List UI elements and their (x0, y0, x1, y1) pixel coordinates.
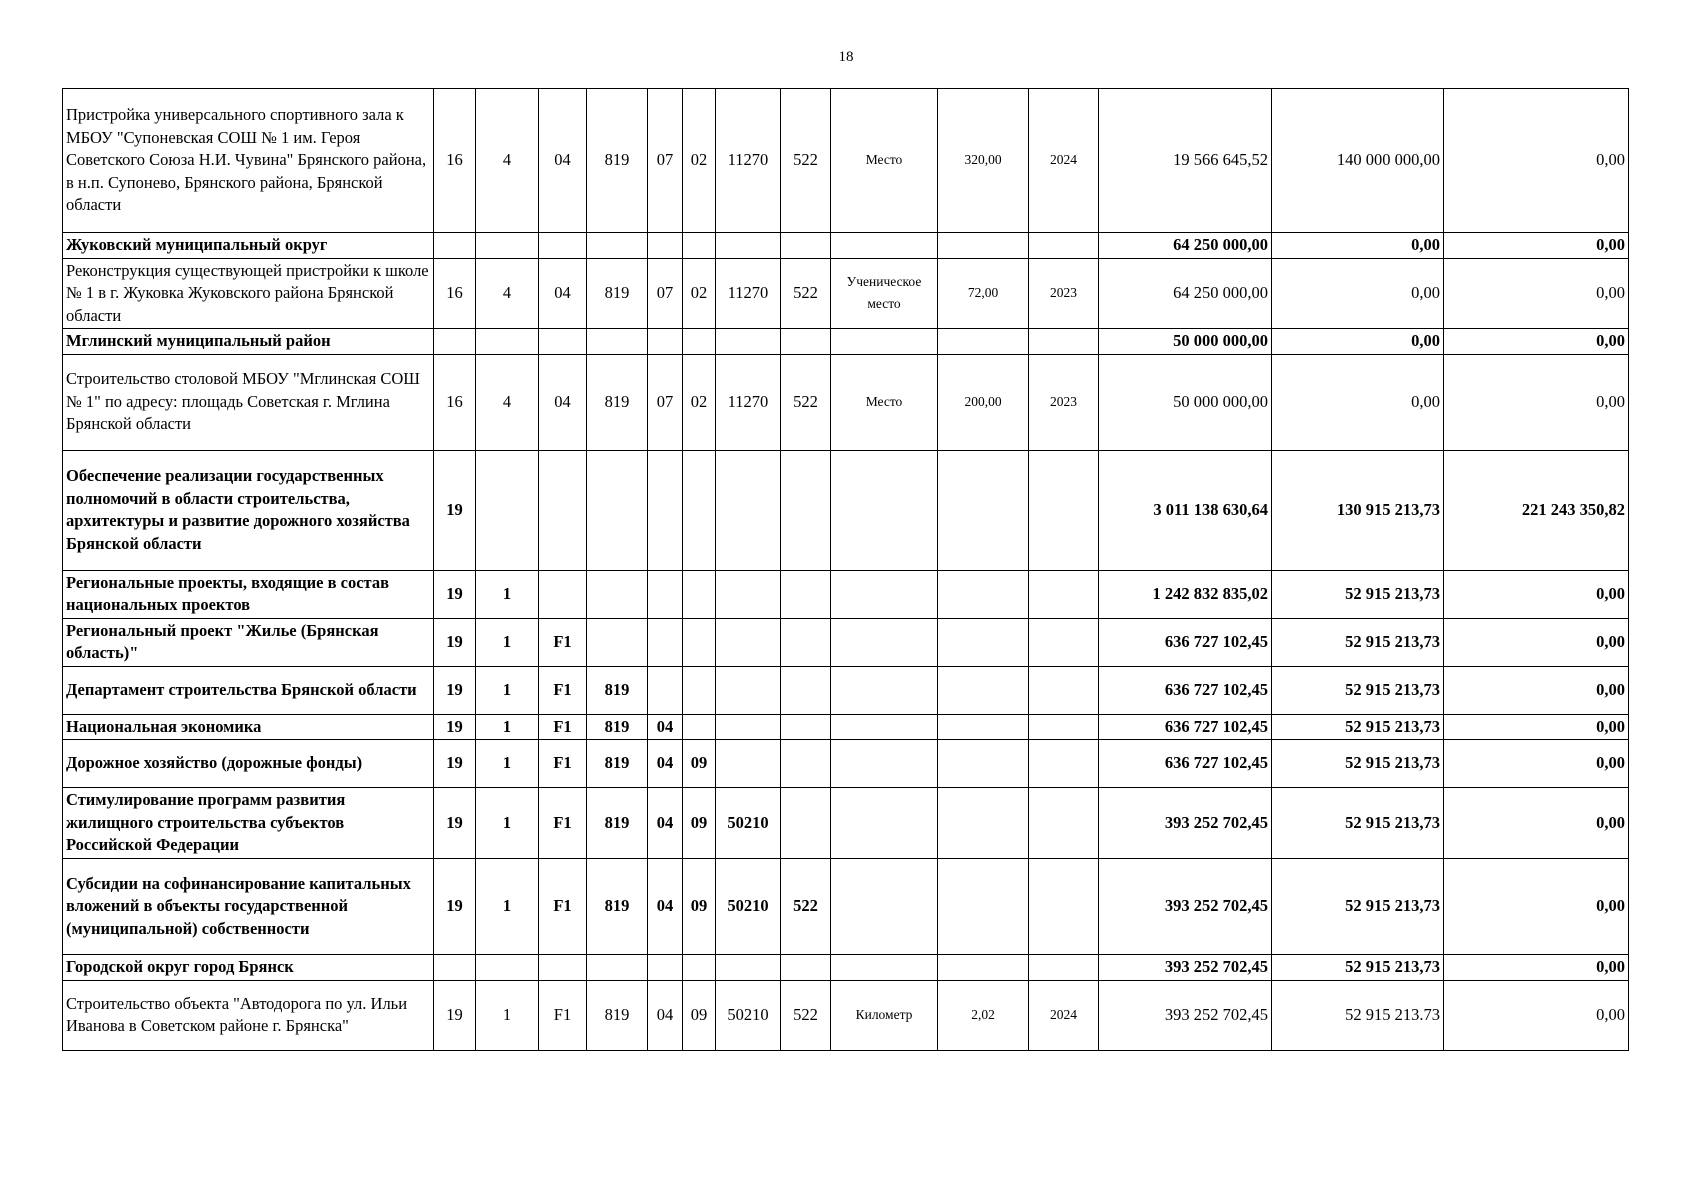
cell-event-code: F1 (539, 740, 587, 788)
cell-capacity: 320,00 (938, 89, 1029, 233)
cell-gr-code: 819 (587, 89, 648, 233)
cell-program-code (434, 233, 476, 259)
cell-rz-code (648, 570, 683, 618)
cell-sum-1: 19 566 645,52 (1099, 89, 1272, 233)
table-row (63, 859, 1629, 955)
cell-pr-code: 02 (683, 258, 716, 329)
cell-cs-code (716, 570, 781, 618)
cell-event-code: 04 (539, 354, 587, 450)
cell-cs-code (716, 955, 781, 981)
cell-vr-code (781, 788, 831, 859)
cell-vr-code (781, 329, 831, 355)
table-row (63, 740, 1629, 788)
table-row (63, 980, 1629, 1050)
cell-year: 2023 (1029, 354, 1099, 450)
cell-event-code (539, 450, 587, 570)
cell-sum-3: 0,00 (1444, 329, 1629, 355)
cell-event-code: 04 (539, 89, 587, 233)
cell-rz-code: 07 (648, 354, 683, 450)
cell-capacity (938, 450, 1029, 570)
cell-pr-code (683, 233, 716, 259)
cell-rz-code: 04 (648, 859, 683, 955)
cell-sum-3: 0,00 (1444, 955, 1629, 981)
cell-pr-code (683, 329, 716, 355)
cell-event-code (539, 329, 587, 355)
cell-capacity: 2,02 (938, 980, 1029, 1050)
cell-event-code (539, 570, 587, 618)
cell-name: Городской округ город Брянск (63, 955, 434, 981)
cell-sum-3: 0,00 (1444, 740, 1629, 788)
cell-subprogram-code (476, 450, 539, 570)
cell-rz-code (648, 233, 683, 259)
table-body (63, 89, 1629, 1051)
cell-sum-1: 636 727 102,45 (1099, 714, 1272, 740)
cell-program-code: 16 (434, 354, 476, 450)
cell-vr-code (781, 618, 831, 666)
cell-subprogram-code: 4 (476, 258, 539, 329)
cell-pr-code (683, 450, 716, 570)
cell-unit (831, 329, 938, 355)
cell-year: 2024 (1029, 980, 1099, 1050)
cell-sum-1: 393 252 702,45 (1099, 859, 1272, 955)
cell-program-code: 19 (434, 570, 476, 618)
cell-rz-code: 04 (648, 714, 683, 740)
cell-rz-code (648, 329, 683, 355)
cell-cs-code (716, 714, 781, 740)
cell-capacity (938, 329, 1029, 355)
cell-program-code (434, 955, 476, 981)
cell-cs-code: 11270 (716, 258, 781, 329)
cell-sum-3: 0,00 (1444, 89, 1629, 233)
cell-sum-1: 636 727 102,45 (1099, 666, 1272, 714)
cell-sum-3: 0,00 (1444, 714, 1629, 740)
cell-event-code: F1 (539, 666, 587, 714)
cell-sum-1: 636 727 102,45 (1099, 618, 1272, 666)
cell-event-code: F1 (539, 714, 587, 740)
cell-capacity (938, 233, 1029, 259)
cell-year (1029, 740, 1099, 788)
cell-program-code: 19 (434, 859, 476, 955)
cell-sum-1: 393 252 702,45 (1099, 788, 1272, 859)
cell-sum-2: 0,00 (1272, 258, 1444, 329)
cell-sum-1: 50 000 000,00 (1099, 354, 1272, 450)
cell-name: Реконструкция существующей пристройки к школе № 1 в г. Жуковка Жуковского района Брянской области (63, 258, 434, 329)
cell-name: Обеспечение реализации государственных полномочий в области строительства, архитектуры и развитие дорожного хозяйства Брянской области (63, 450, 434, 570)
cell-subprogram-code (476, 329, 539, 355)
cell-vr-code (781, 570, 831, 618)
table-row (63, 788, 1629, 859)
cell-subprogram-code: 1 (476, 859, 539, 955)
cell-unit: Место (831, 354, 938, 450)
cell-sum-3: 0,00 (1444, 618, 1629, 666)
cell-pr-code: 09 (683, 740, 716, 788)
cell-capacity (938, 666, 1029, 714)
cell-sum-1: 50 000 000,00 (1099, 329, 1272, 355)
cell-gr-code (587, 450, 648, 570)
cell-gr-code: 819 (587, 666, 648, 714)
cell-vr-code: 522 (781, 980, 831, 1050)
cell-name: Дорожное хозяйство (дорожные фонды) (63, 740, 434, 788)
cell-sum-2: 52 915 213,73 (1272, 570, 1444, 618)
cell-capacity: 200,00 (938, 354, 1029, 450)
cell-event-code: F1 (539, 618, 587, 666)
cell-event-code (539, 233, 587, 259)
cell-name: Стимулирование программ развития жилищного строительства субъектов Российской Федерации (63, 788, 434, 859)
cell-cs-code: 50210 (716, 980, 781, 1050)
cell-sum-1: 393 252 702,45 (1099, 980, 1272, 1050)
cell-name: Региональный проект "Жилье (Брянская область)" (63, 618, 434, 666)
cell-unit (831, 570, 938, 618)
cell-vr-code (781, 450, 831, 570)
cell-cs-code (716, 450, 781, 570)
cell-cs-code: 50210 (716, 788, 781, 859)
cell-sum-1: 636 727 102,45 (1099, 740, 1272, 788)
cell-cs-code (716, 618, 781, 666)
cell-sum-3: 221 243 350,82 (1444, 450, 1629, 570)
cell-sum-2: 0,00 (1272, 354, 1444, 450)
cell-capacity (938, 570, 1029, 618)
cell-sum-2: 0,00 (1272, 233, 1444, 259)
table-row (63, 618, 1629, 666)
cell-name: Пристройка универсального спортивного зала к МБОУ "Супоневская СОШ № 1 им. Героя Советского Союза Н.И. Чувина" Брянского района, в н.п. Супонево, Брянского района, Брянской области (63, 89, 434, 233)
cell-vr-code: 522 (781, 354, 831, 450)
cell-program-code: 19 (434, 788, 476, 859)
cell-year (1029, 859, 1099, 955)
cell-sum-3: 0,00 (1444, 570, 1629, 618)
cell-unit (831, 618, 938, 666)
cell-sum-2: 52 915 213,73 (1272, 618, 1444, 666)
cell-year: 2024 (1029, 89, 1099, 233)
cell-name: Департамент строительства Брянской области (63, 666, 434, 714)
cell-capacity (938, 788, 1029, 859)
table-row (63, 714, 1629, 740)
cell-subprogram-code: 1 (476, 980, 539, 1050)
cell-sum-1: 3 011 138 630,64 (1099, 450, 1272, 570)
cell-subprogram-code: 4 (476, 89, 539, 233)
cell-year (1029, 618, 1099, 666)
cell-cs-code: 11270 (716, 89, 781, 233)
cell-sum-2: 130 915 213,73 (1272, 450, 1444, 570)
cell-sum-1: 393 252 702,45 (1099, 955, 1272, 981)
cell-sum-3: 0,00 (1444, 258, 1629, 329)
cell-vr-code (781, 666, 831, 714)
cell-sum-3: 0,00 (1444, 354, 1629, 450)
cell-rz-code (648, 955, 683, 981)
cell-vr-code (781, 955, 831, 981)
budget-table (62, 88, 1629, 1051)
cell-gr-code: 819 (587, 714, 648, 740)
cell-program-code: 19 (434, 450, 476, 570)
cell-capacity (938, 618, 1029, 666)
cell-sum-3: 0,00 (1444, 666, 1629, 714)
cell-vr-code: 522 (781, 89, 831, 233)
cell-year (1029, 329, 1099, 355)
cell-name: Региональные проекты, входящие в состав национальных проектов (63, 570, 434, 618)
cell-sum-2: 52 915 213,73 (1272, 666, 1444, 714)
cell-pr-code: 09 (683, 859, 716, 955)
cell-name: Субсидии на софинансирование капитальных вложений в объекты государственной (муниципальной) собственности (63, 859, 434, 955)
cell-subprogram-code: 1 (476, 788, 539, 859)
cell-gr-code (587, 618, 648, 666)
cell-cs-code (716, 666, 781, 714)
table-row (63, 450, 1629, 570)
cell-pr-code: 02 (683, 89, 716, 233)
cell-rz-code: 04 (648, 980, 683, 1050)
cell-sum-3: 0,00 (1444, 859, 1629, 955)
cell-rz-code (648, 618, 683, 666)
cell-event-code: F1 (539, 859, 587, 955)
cell-gr-code: 819 (587, 980, 648, 1050)
cell-capacity: 72,00 (938, 258, 1029, 329)
cell-rz-code: 04 (648, 788, 683, 859)
cell-year (1029, 955, 1099, 981)
cell-event-code (539, 955, 587, 981)
cell-gr-code: 819 (587, 859, 648, 955)
table-row (63, 570, 1629, 618)
cell-unit (831, 450, 938, 570)
cell-unit: Километр (831, 980, 938, 1050)
cell-pr-code (683, 666, 716, 714)
cell-unit (831, 666, 938, 714)
cell-subprogram-code: 4 (476, 354, 539, 450)
cell-capacity (938, 714, 1029, 740)
cell-unit (831, 740, 938, 788)
cell-name: Строительство объекта "Автодорога по ул. Ильи Иванова в Советском районе г. Брянска" (63, 980, 434, 1050)
cell-subprogram-code: 1 (476, 570, 539, 618)
page-number: 18 (838, 49, 854, 65)
cell-capacity (938, 859, 1029, 955)
cell-subprogram-code: 1 (476, 666, 539, 714)
cell-gr-code (587, 955, 648, 981)
cell-pr-code (683, 570, 716, 618)
table-row (63, 329, 1629, 355)
cell-gr-code: 819 (587, 788, 648, 859)
cell-vr-code (781, 233, 831, 259)
cell-unit (831, 859, 938, 955)
cell-capacity (938, 955, 1029, 981)
cell-year (1029, 570, 1099, 618)
table-row (63, 955, 1629, 981)
cell-name: Жуковский муниципальный округ (63, 233, 434, 259)
cell-pr-code: 09 (683, 788, 716, 859)
cell-gr-code (587, 233, 648, 259)
cell-pr-code (683, 955, 716, 981)
cell-program-code: 16 (434, 89, 476, 233)
cell-unit (831, 233, 938, 259)
cell-rz-code (648, 666, 683, 714)
cell-subprogram-code (476, 955, 539, 981)
cell-sum-2: 140 000 000,00 (1272, 89, 1444, 233)
cell-capacity (938, 740, 1029, 788)
cell-sum-3: 0,00 (1444, 233, 1629, 259)
cell-program-code: 19 (434, 666, 476, 714)
cell-year (1029, 233, 1099, 259)
cell-unit (831, 788, 938, 859)
cell-rz-code: 07 (648, 258, 683, 329)
cell-event-code: F1 (539, 980, 587, 1050)
cell-program-code: 19 (434, 714, 476, 740)
cell-vr-code: 522 (781, 258, 831, 329)
cell-subprogram-code: 1 (476, 618, 539, 666)
cell-sum-1: 64 250 000,00 (1099, 258, 1272, 329)
cell-sum-2: 52 915 213,73 (1272, 955, 1444, 981)
table-row (63, 354, 1629, 450)
cell-vr-code (781, 714, 831, 740)
cell-unit: Ученическое место (831, 258, 938, 329)
cell-program-code: 19 (434, 740, 476, 788)
cell-name: Мглинский муниципальный район (63, 329, 434, 355)
cell-vr-code (781, 740, 831, 788)
cell-vr-code: 522 (781, 859, 831, 955)
cell-name: Национальная экономика (63, 714, 434, 740)
cell-gr-code: 819 (587, 740, 648, 788)
cell-year (1029, 714, 1099, 740)
cell-cs-code (716, 329, 781, 355)
cell-year (1029, 450, 1099, 570)
table-row (63, 666, 1629, 714)
table-row (63, 89, 1629, 233)
cell-sum-2: 52 915 213.73 (1272, 980, 1444, 1050)
cell-sum-1: 64 250 000,00 (1099, 233, 1272, 259)
cell-gr-code (587, 329, 648, 355)
table-row (63, 233, 1629, 259)
cell-sum-2: 52 915 213,73 (1272, 788, 1444, 859)
cell-subprogram-code: 1 (476, 740, 539, 788)
cell-pr-code: 02 (683, 354, 716, 450)
cell-sum-2: 0,00 (1272, 329, 1444, 355)
cell-cs-code: 11270 (716, 354, 781, 450)
cell-name: Строительство столовой МБОУ "Мглинская СОШ № 1" по адресу: площадь Советская г. Мглина Брянской области (63, 354, 434, 450)
cell-cs-code (716, 233, 781, 259)
cell-program-code: 16 (434, 258, 476, 329)
cell-rz-code: 07 (648, 89, 683, 233)
cell-sum-3: 0,00 (1444, 980, 1629, 1050)
cell-sum-2: 52 915 213,73 (1272, 859, 1444, 955)
cell-year (1029, 788, 1099, 859)
cell-subprogram-code (476, 233, 539, 259)
cell-program-code (434, 329, 476, 355)
cell-pr-code: 09 (683, 980, 716, 1050)
cell-sum-3: 0,00 (1444, 788, 1629, 859)
cell-subprogram-code: 1 (476, 714, 539, 740)
cell-sum-2: 52 915 213,73 (1272, 740, 1444, 788)
cell-year: 2023 (1029, 258, 1099, 329)
cell-gr-code: 819 (587, 258, 648, 329)
cell-cs-code: 50210 (716, 859, 781, 955)
cell-sum-1: 1 242 832 835,02 (1099, 570, 1272, 618)
cell-program-code: 19 (434, 980, 476, 1050)
cell-unit: Место (831, 89, 938, 233)
cell-pr-code (683, 714, 716, 740)
cell-unit (831, 714, 938, 740)
cell-sum-2: 52 915 213,73 (1272, 714, 1444, 740)
cell-rz-code: 04 (648, 740, 683, 788)
cell-gr-code (587, 570, 648, 618)
cell-gr-code: 819 (587, 354, 648, 450)
cell-event-code: F1 (539, 788, 587, 859)
cell-program-code: 19 (434, 618, 476, 666)
table-row (63, 258, 1629, 329)
cell-event-code: 04 (539, 258, 587, 329)
cell-pr-code (683, 618, 716, 666)
cell-cs-code (716, 740, 781, 788)
cell-rz-code (648, 450, 683, 570)
cell-year (1029, 666, 1099, 714)
cell-unit (831, 955, 938, 981)
